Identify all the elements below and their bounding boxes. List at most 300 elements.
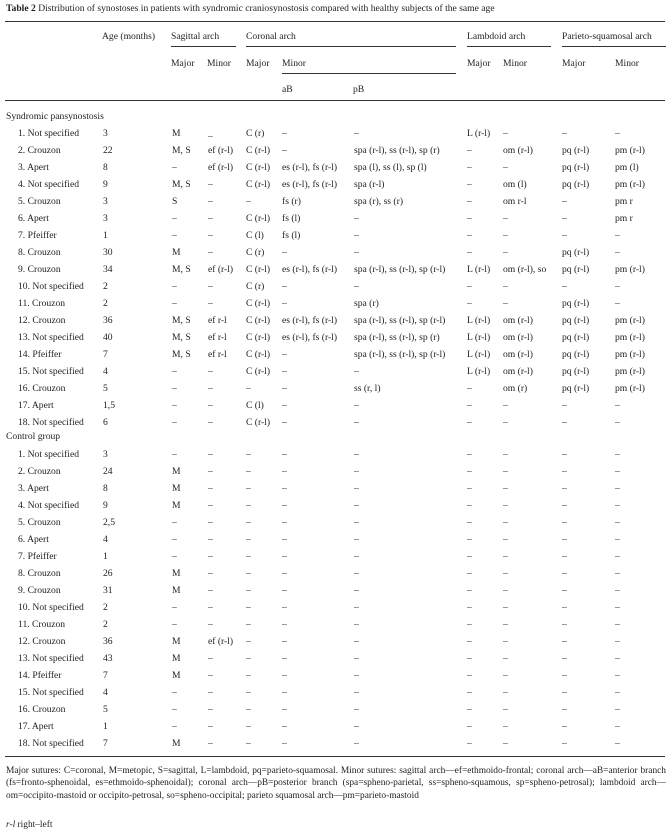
cell-lambdoid-major: – xyxy=(467,704,472,715)
cell-patient: 17. Apert xyxy=(18,400,54,411)
cell-coronal-pb: spa (r-l), ss (r-l), sp (r) xyxy=(354,332,440,343)
cell-sagittal-major: – xyxy=(172,298,177,309)
cell-parieto-major: pq (r-l) xyxy=(562,247,590,258)
cell-lambdoid-major: – xyxy=(467,466,472,477)
cell-coronal-ab: – xyxy=(282,281,287,292)
cell-coronal-pb: – xyxy=(354,568,359,579)
cell-parieto-major: – xyxy=(562,653,567,664)
cell-parieto-major: – xyxy=(562,449,567,460)
cell-lambdoid-minor: – xyxy=(503,738,508,749)
cell-coronal-ab: fs (l) xyxy=(282,230,301,241)
cell-coronal-ab: – xyxy=(282,568,287,579)
cell-lambdoid-major: L (r-l) xyxy=(467,349,491,360)
cell-parieto-major: – xyxy=(562,602,567,613)
cell-lambdoid-major: L (r-l) xyxy=(467,264,491,275)
cell-lambdoid-minor: – xyxy=(503,298,508,309)
cell-coronal-pb: – xyxy=(354,551,359,562)
cell-parieto-minor: – xyxy=(615,247,620,258)
cell-lambdoid-minor: om (r-l) xyxy=(503,145,533,156)
cell-parieto-major: – xyxy=(562,281,567,292)
cell-coronal-major: – xyxy=(246,653,251,664)
cell-parieto-major: – xyxy=(562,128,567,139)
cell-sagittal-major: S xyxy=(172,196,178,207)
cell-patient: 8. Crouzon xyxy=(18,568,61,579)
cell-lambdoid-major: – xyxy=(467,551,472,562)
cell-coronal-ab: – xyxy=(282,534,287,545)
header-coronal-minor: Minor xyxy=(282,58,306,69)
header-age: Age (months) xyxy=(102,31,156,42)
cell-patient: 5. Crouzon xyxy=(18,196,61,207)
cell-sagittal-minor: – xyxy=(208,687,213,698)
lambdoid-span-rule xyxy=(467,46,551,47)
cell-sagittal-major: M xyxy=(172,500,181,511)
cell-sagittal-major: M xyxy=(172,247,181,258)
cell-parieto-major: pq (r-l) xyxy=(562,162,590,173)
cell-age: 7 xyxy=(103,670,108,681)
cell-parieto-minor: – xyxy=(615,417,620,428)
table-bottom-rule xyxy=(5,756,665,757)
cell-sagittal-major: M xyxy=(172,483,181,494)
cell-coronal-pb: – xyxy=(354,670,359,681)
cell-parieto-major: – xyxy=(562,400,567,411)
cell-coronal-major: – xyxy=(246,721,251,732)
section-title: Syndromic pansynostosis xyxy=(6,111,104,122)
cell-parieto-minor: – xyxy=(615,483,620,494)
cell-patient: 18. Not specified xyxy=(18,417,84,428)
cell-coronal-pb: – xyxy=(354,247,359,258)
cell-parieto-major: – xyxy=(562,534,567,545)
cell-coronal-pb: – xyxy=(354,585,359,596)
cell-sagittal-minor: – xyxy=(208,449,213,460)
cell-parieto-major: – xyxy=(562,636,567,647)
cell-lambdoid-minor: om (r-l) xyxy=(503,315,533,326)
cell-lambdoid-major: – xyxy=(467,281,472,292)
cell-patient: 16. Crouzon xyxy=(18,704,66,715)
cell-lambdoid-minor: – xyxy=(503,687,508,698)
cell-sagittal-major: M xyxy=(172,466,181,477)
cell-sagittal-major: – xyxy=(172,721,177,732)
cell-parieto-minor: – xyxy=(615,449,620,460)
cell-lambdoid-minor: – xyxy=(503,568,508,579)
cell-sagittal-minor: – xyxy=(208,383,213,394)
cell-parieto-minor: – xyxy=(615,466,620,477)
cell-coronal-ab: – xyxy=(282,653,287,664)
cell-parieto-minor: – xyxy=(615,704,620,715)
cell-parieto-major: pq (r-l) xyxy=(562,298,590,309)
cell-age: 8 xyxy=(103,483,108,494)
cell-parieto-major: – xyxy=(562,466,567,477)
cell-age: 1,5 xyxy=(103,400,115,411)
cell-lambdoid-minor: – xyxy=(503,213,508,224)
cell-coronal-ab: – xyxy=(282,449,287,460)
cell-sagittal-major: M, S xyxy=(172,264,191,275)
cell-lambdoid-major: – xyxy=(467,517,472,528)
cell-coronal-pb: spa (r-l) xyxy=(354,179,385,190)
cell-lambdoid-major: – xyxy=(467,298,472,309)
cell-parieto-major: pq (r-l) xyxy=(562,145,590,156)
cell-parieto-major: pq (r-l) xyxy=(562,179,590,190)
cell-sagittal-minor: ef r-l xyxy=(208,332,227,343)
cell-sagittal-minor: – xyxy=(208,653,213,664)
cell-coronal-ab: – xyxy=(282,738,287,749)
abbreviation-rl: r-l xyxy=(6,820,16,830)
cell-coronal-major: C (r-l) xyxy=(246,162,271,173)
cell-sagittal-minor: – xyxy=(208,602,213,613)
cell-coronal-pb: spa (r-l), ss (r-l), sp (r) xyxy=(354,145,440,156)
cell-age: 7 xyxy=(103,349,108,360)
cell-age: 4 xyxy=(103,534,108,545)
cell-lambdoid-minor: – xyxy=(503,500,508,511)
cell-coronal-pb: – xyxy=(354,483,359,494)
cell-sagittal-minor: – xyxy=(208,534,213,545)
cell-lambdoid-minor: – xyxy=(503,636,508,647)
cell-coronal-major: C (r) xyxy=(246,281,265,292)
cell-lambdoid-major: – xyxy=(467,534,472,545)
cell-parieto-major: pq (r-l) xyxy=(562,332,590,343)
cell-coronal-pb: – xyxy=(354,366,359,377)
cell-parieto-minor: – xyxy=(615,298,620,309)
cell-coronal-ab: – xyxy=(282,602,287,613)
cell-coronal-major: C (r-l) xyxy=(246,264,271,275)
coronal-span-rule xyxy=(246,46,456,47)
cell-parieto-major: – xyxy=(562,721,567,732)
cell-lambdoid-major: – xyxy=(467,568,472,579)
cell-parieto-minor: – xyxy=(615,687,620,698)
cell-age: 7 xyxy=(103,738,108,749)
cell-coronal-pb: – xyxy=(354,636,359,647)
cell-coronal-major: C (r-l) xyxy=(246,366,271,377)
cell-sagittal-major: – xyxy=(172,687,177,698)
abbreviation-rl-meaning: right–left xyxy=(17,820,53,830)
cell-coronal-ab: es (r-l), fs (r-l) xyxy=(282,162,338,173)
cell-parieto-major: – xyxy=(562,551,567,562)
cell-coronal-ab: es (r-l), fs (r-l) xyxy=(282,179,338,190)
cell-sagittal-minor: – xyxy=(208,196,213,207)
cell-lambdoid-minor: – xyxy=(503,230,508,241)
cell-sagittal-major: M, S xyxy=(172,349,191,360)
cell-sagittal-major: – xyxy=(172,417,177,428)
cell-coronal-pb: – xyxy=(354,704,359,715)
cell-age: 4 xyxy=(103,687,108,698)
cell-parieto-minor: – xyxy=(615,128,620,139)
cell-age: 3 xyxy=(103,449,108,460)
cell-parieto-major: – xyxy=(562,196,567,207)
cell-sagittal-minor: – xyxy=(208,230,213,241)
cell-age: 36 xyxy=(103,315,113,326)
cell-sagittal-major: M xyxy=(172,738,181,749)
cell-age: 36 xyxy=(103,636,113,647)
cell-age: 2 xyxy=(103,602,108,613)
table-footnote: Major sutures: C=coronal, M=metopic, S=sagittal, L=lambdoid, pq=parieto-squamosal. Minor sutures: sagittal arch—ef=ethmoido-frontal; coronal arch—aB=anterior branch (fs=fronto-sphenoidal, es=ethmoido-sphenoidal); coronal arch—pB=posterior branch (spa=spheno-parietal, ss=spheno-squamous, sp=spheno-petrosal); lambdoid arch—om=occipito-mastoid or occipito-petrosal, so=spheno-occipital; parieto squamosal arch—pm=parieto-mastoid xyxy=(6,766,666,801)
cell-coronal-pb: – xyxy=(354,517,359,528)
cell-lambdoid-minor: om (r) xyxy=(503,383,528,394)
cell-age: 1 xyxy=(103,721,108,732)
cell-coronal-major: – xyxy=(246,500,251,511)
header-parieto-minor: Minor xyxy=(615,58,639,69)
cell-age: 34 xyxy=(103,264,113,275)
cell-coronal-major: – xyxy=(246,687,251,698)
cell-age: 9 xyxy=(103,179,108,190)
cell-age: 9 xyxy=(103,500,108,511)
cell-patient: 12. Crouzon xyxy=(18,636,66,647)
header-bottom-rule xyxy=(5,100,665,101)
cell-lambdoid-major: – xyxy=(467,483,472,494)
abbreviation-note xyxy=(6,820,52,830)
cell-lambdoid-major: – xyxy=(467,670,472,681)
cell-coronal-ab: fs (l) xyxy=(282,213,301,224)
cell-patient: 13. Not specified xyxy=(18,332,84,343)
cell-coronal-pb: – xyxy=(354,213,359,224)
cell-coronal-pb: – xyxy=(354,534,359,545)
cell-patient: 6. Apert xyxy=(18,534,49,545)
cell-coronal-major: C (r-l) xyxy=(246,213,271,224)
cell-parieto-major: – xyxy=(562,230,567,241)
cell-lambdoid-minor: om (r-l) xyxy=(503,332,533,343)
cell-coronal-pb: – xyxy=(354,230,359,241)
cell-patient: 15. Not specified xyxy=(18,366,84,377)
cell-sagittal-minor: – xyxy=(208,281,213,292)
cell-parieto-major: pq (r-l) xyxy=(562,349,590,360)
cell-coronal-ab: – xyxy=(282,585,287,596)
cell-coronal-ab: es (r-l), fs (r-l) xyxy=(282,332,338,343)
cell-sagittal-minor: – xyxy=(208,366,213,377)
cell-lambdoid-minor: – xyxy=(503,128,508,139)
cell-coronal-major: – xyxy=(246,196,251,207)
cell-lambdoid-major: L (r-l) xyxy=(467,128,491,139)
cell-coronal-ab: – xyxy=(282,551,287,562)
cell-patient: 2. Crouzon xyxy=(18,466,61,477)
cell-sagittal-major: M xyxy=(172,653,181,664)
header-sagittal-minor: Minor xyxy=(207,58,231,69)
cell-age: 4 xyxy=(103,366,108,377)
cell-patient: 17. Apert xyxy=(18,721,54,732)
cell-parieto-minor: – xyxy=(615,568,620,579)
cell-age: 22 xyxy=(103,145,113,156)
cell-coronal-major: C (l) xyxy=(246,230,264,241)
cell-parieto-minor: – xyxy=(615,281,620,292)
cell-lambdoid-major: – xyxy=(467,383,472,394)
cell-parieto-major: – xyxy=(562,517,567,528)
cell-parieto-major: – xyxy=(562,619,567,630)
cell-lambdoid-minor: om (r-l) xyxy=(503,366,533,377)
cell-parieto-minor: – xyxy=(615,230,620,241)
cell-lambdoid-minor: – xyxy=(503,534,508,545)
cell-parieto-minor: – xyxy=(615,602,620,613)
cell-patient: 7. Pfeiffer xyxy=(18,551,57,562)
cell-coronal-pb: – xyxy=(354,449,359,460)
cell-sagittal-major: M xyxy=(172,585,181,596)
header-lambdoid-minor: Minor xyxy=(503,58,527,69)
cell-patient: 10. Not specified xyxy=(18,602,84,613)
cell-sagittal-major: – xyxy=(172,213,177,224)
cell-parieto-major: pq (r-l) xyxy=(562,366,590,377)
cell-sagittal-minor: – xyxy=(208,247,213,258)
cell-age: 1 xyxy=(103,551,108,562)
cell-parieto-major: – xyxy=(562,483,567,494)
header-lambdoid-arch: Lambdoid arch xyxy=(467,31,526,42)
cell-coronal-ab: es (r-l), fs (r-l) xyxy=(282,315,338,326)
cell-lambdoid-major: – xyxy=(467,449,472,460)
header-coronal-major: Major xyxy=(246,58,270,69)
cell-patient: 3. Apert xyxy=(18,162,49,173)
cell-coronal-major: – xyxy=(246,619,251,630)
cell-parieto-minor: – xyxy=(615,500,620,511)
cell-lambdoid-major: – xyxy=(467,179,472,190)
cell-lambdoid-minor: om r-l xyxy=(503,196,527,207)
cell-coronal-pb: spa (r), ss (r) xyxy=(354,196,404,207)
cell-parieto-major: pq (r-l) xyxy=(562,383,590,394)
header-ab: aB xyxy=(282,84,293,95)
cell-patient: 10. Not specified xyxy=(18,281,84,292)
cell-sagittal-minor: ef (r-l) xyxy=(208,264,234,275)
cell-patient: 5. Crouzon xyxy=(18,517,61,528)
cell-sagittal-major: M xyxy=(172,670,181,681)
cell-lambdoid-minor: om (r-l), so xyxy=(503,264,547,275)
section-title: Control group xyxy=(6,431,61,442)
cell-sagittal-minor: – xyxy=(208,417,213,428)
cell-parieto-major: – xyxy=(562,417,567,428)
cell-sagittal-minor: – xyxy=(208,721,213,732)
cell-parieto-minor: pm (r-l) xyxy=(615,145,645,156)
cell-coronal-major: – xyxy=(246,568,251,579)
cell-coronal-ab: – xyxy=(282,483,287,494)
cell-parieto-minor: pm (r-l) xyxy=(615,264,645,275)
cell-age: 2,5 xyxy=(103,517,115,528)
cell-sagittal-minor: – xyxy=(208,517,213,528)
cell-coronal-ab: – xyxy=(282,619,287,630)
cell-coronal-pb: – xyxy=(354,500,359,511)
cell-parieto-minor: – xyxy=(615,670,620,681)
cell-sagittal-major: – xyxy=(172,400,177,411)
cell-sagittal-minor: – xyxy=(208,213,213,224)
cell-age: 24 xyxy=(103,466,113,477)
cell-coronal-major: – xyxy=(246,738,251,749)
cell-sagittal-major: – xyxy=(172,230,177,241)
cell-parieto-minor: pm (r-l) xyxy=(615,179,645,190)
cell-parieto-minor: pm (r-l) xyxy=(615,366,645,377)
cell-sagittal-major: – xyxy=(172,162,177,173)
header-sagittal-major: Major xyxy=(171,58,195,69)
cell-coronal-pb: – xyxy=(354,400,359,411)
cell-sagittal-major: – xyxy=(172,602,177,613)
cell-coronal-pb: – xyxy=(354,602,359,613)
cell-age: 3 xyxy=(103,128,108,139)
cell-lambdoid-major: – xyxy=(467,247,472,258)
cell-parieto-minor: – xyxy=(615,534,620,545)
cell-parieto-minor: pm (r-l) xyxy=(615,349,645,360)
cell-sagittal-minor: ef (r-l) xyxy=(208,162,234,173)
cell-lambdoid-minor: – xyxy=(503,653,508,664)
cell-sagittal-major: – xyxy=(172,534,177,545)
cell-patient: 18. Not specified xyxy=(18,738,84,749)
cell-sagittal-major: M xyxy=(172,636,181,647)
cell-parieto-minor: – xyxy=(615,721,620,732)
cell-coronal-ab: – xyxy=(282,721,287,732)
cell-age: 30 xyxy=(103,247,113,258)
header-parieto-major: Major xyxy=(562,58,586,69)
cell-lambdoid-minor: – xyxy=(503,704,508,715)
cell-patient: 6. Apert xyxy=(18,213,49,224)
cell-coronal-major: C (r-l) xyxy=(246,145,271,156)
cell-sagittal-minor: – xyxy=(208,500,213,511)
cell-parieto-minor: – xyxy=(615,653,620,664)
cell-lambdoid-minor: om (r-l) xyxy=(503,349,533,360)
cell-coronal-pb: spa (r) xyxy=(354,298,379,309)
cell-coronal-major: – xyxy=(246,466,251,477)
cell-coronal-pb: – xyxy=(354,619,359,630)
cell-coronal-major: C (r-l) xyxy=(246,417,271,428)
cell-parieto-major: – xyxy=(562,738,567,749)
cell-sagittal-major: M, S xyxy=(172,332,191,343)
cell-sagittal-major: M xyxy=(172,568,181,579)
cell-coronal-pb: ss (r, l) xyxy=(354,383,381,394)
cell-age: 8 xyxy=(103,162,108,173)
cell-parieto-major: – xyxy=(562,670,567,681)
cell-coronal-ab: – xyxy=(282,704,287,715)
cell-coronal-ab: fs (r) xyxy=(282,196,301,207)
cell-sagittal-minor: ef r-l xyxy=(208,315,227,326)
cell-sagittal-minor: – xyxy=(208,738,213,749)
cell-sagittal-minor: _ xyxy=(208,128,213,139)
cell-age: 3 xyxy=(103,196,108,207)
cell-parieto-minor: – xyxy=(615,619,620,630)
cell-coronal-ab: – xyxy=(282,349,287,360)
cell-sagittal-minor: ef (r-l) xyxy=(208,636,234,647)
table-label: Table 2 xyxy=(6,3,36,14)
cell-parieto-minor: pm (r-l) xyxy=(615,332,645,343)
cell-sagittal-major: – xyxy=(172,449,177,460)
cell-sagittal-major: M xyxy=(172,128,181,139)
cell-patient: 1. Not specified xyxy=(18,449,80,460)
cell-parieto-major: – xyxy=(562,500,567,511)
cell-sagittal-minor: – xyxy=(208,704,213,715)
cell-coronal-ab: – xyxy=(282,687,287,698)
header-coronal-arch: Coronal arch xyxy=(246,31,296,42)
header-lambdoid-major: Major xyxy=(467,58,491,69)
cell-parieto-major: – xyxy=(562,568,567,579)
cell-coronal-major: C (r-l) xyxy=(246,332,271,343)
cell-sagittal-major: M, S xyxy=(172,145,191,156)
cell-sagittal-major: – xyxy=(172,366,177,377)
cell-age: 43 xyxy=(103,653,113,664)
cell-lambdoid-minor: – xyxy=(503,400,508,411)
cell-lambdoid-major: – xyxy=(467,500,472,511)
header-parieto-squamosal-arch: Parieto-squamosal arch xyxy=(562,31,652,42)
cell-coronal-ab: es (r-l), fs (r-l) xyxy=(282,264,338,275)
cell-sagittal-minor: ef r-l xyxy=(208,349,227,360)
cell-parieto-minor: pm (l) xyxy=(615,162,639,173)
cell-coronal-major: – xyxy=(246,483,251,494)
cell-parieto-major: pq (r-l) xyxy=(562,264,590,275)
cell-coronal-ab: – xyxy=(282,670,287,681)
cell-patient: 13. Not specified xyxy=(18,653,84,664)
cell-coronal-pb: – xyxy=(354,653,359,664)
cell-lambdoid-major: – xyxy=(467,619,472,630)
cell-sagittal-major: M, S xyxy=(172,315,191,326)
cell-age: 5 xyxy=(103,383,108,394)
cell-coronal-ab: – xyxy=(282,128,287,139)
cell-sagittal-minor: – xyxy=(208,179,213,190)
cell-coronal-pb: spa (l), ss (l), sp (l) xyxy=(354,162,427,173)
cell-coronal-pb: spa (r-l), ss (r-l), sp (r-l) xyxy=(354,315,446,326)
cell-coronal-major: – xyxy=(246,602,251,613)
cell-lambdoid-minor: – xyxy=(503,721,508,732)
cell-coronal-major: C (r-l) xyxy=(246,298,271,309)
cell-coronal-pb: – xyxy=(354,738,359,749)
cell-coronal-major: – xyxy=(246,517,251,528)
cell-lambdoid-minor: om (l) xyxy=(503,179,527,190)
cell-coronal-ab: – xyxy=(282,366,287,377)
